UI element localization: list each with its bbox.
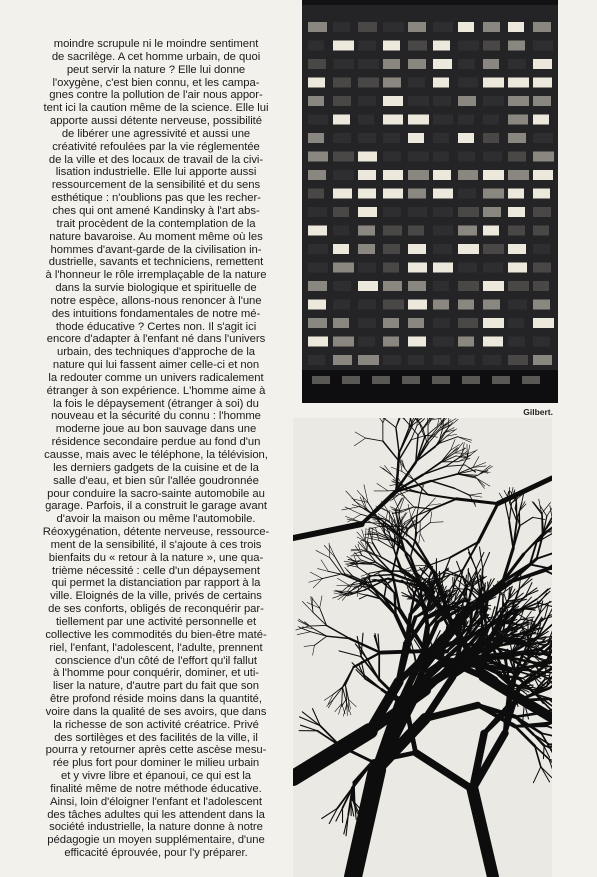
article-line: ment de la sensibilité, il s'ajoute à ces trois — [50, 538, 262, 551]
article-line: dustrielle, savants et techniciens, remettent — [48, 256, 264, 269]
article-line: causse, mais avec le téléphone, la télévision, — [44, 449, 268, 461]
article-line: dans la survie biologique et spirituelle de — [55, 282, 257, 295]
article-line: trait procèdent de la contemplation de la — [56, 217, 256, 230]
article-line: efficacité éprouvée, pour l'y préparer. — [64, 847, 248, 860]
article-line: Ainsi, loin d'éloigner l'enfant et l'adolescent — [50, 795, 262, 808]
article-line: créativité refoulées par la vie réglementée — [52, 140, 260, 153]
article-line: la redouter comme un univers radicalement — [48, 371, 264, 384]
article-line: nature bavaroise. Au moment même où les — [49, 230, 263, 243]
article-line: peut servir la nature ? Elle lui donne — [66, 63, 246, 76]
article-line: liser la nature, d'autre part du fait que son — [53, 680, 259, 693]
article-line: rée plus fort pour dominer le milieu urbain — [52, 757, 260, 770]
article-line: urbain, des techniques d'approche de la — [56, 346, 256, 359]
tree-illustration — [293, 418, 552, 877]
article-line: des sortilèges et des facilités de la ville, il — [54, 731, 258, 744]
article-line: ressourcement de la sensibilité et du sens — [51, 179, 261, 192]
article-line: riel, l'enfant, l'adolescent, l'adulte, prennent — [49, 641, 263, 654]
article-line: voire dans la qualité de ses avoirs, que dans — [45, 705, 267, 718]
article-line: lisation industrielle. Elle lui apporte aussi — [55, 166, 257, 179]
photo-credit: Gilbert. — [523, 407, 553, 417]
article-line: la richesse de son activité créatrice. Privé — [53, 718, 259, 731]
article-line: de la ville et des locaux de travail de la civi- — [48, 153, 264, 166]
article-line: étranger à son expérience. L'homme aime à — [46, 384, 266, 397]
article-line: les derniers gadgets de la cuisine et de la — [53, 461, 259, 474]
article-line: nature qui lui fassent aimer celle-ci et non — [52, 359, 260, 372]
article-line: la fois le dépaysement (étranger à soi) du — [53, 397, 259, 410]
article-line: esthétique : n'oublions pas que les recher- — [51, 192, 261, 205]
article-line: collective les commodités du bien-être maté- — [45, 628, 267, 641]
article-line: société industrielle, la nature donne à notre — [49, 821, 263, 834]
article-line: notre espèce, allons-nous renoncer à l'une — [50, 294, 262, 307]
article-text-column — [18, 38, 294, 860]
article-line: pourra y retourner après cette ascèse mesu- — [45, 744, 267, 757]
article-line: finalité même de notre méthode éducative. — [50, 782, 262, 795]
article-line: à l'honneur le rôle irremplaçable de la nature — [45, 269, 267, 282]
article-line: être profond réside moins dans la quantité, — [50, 693, 262, 706]
article-line: tiellement par une activité personnelle et — [55, 615, 257, 628]
article-line: des intuitions fondamentales de notre mé- — [51, 307, 261, 320]
article-line: l'oxygène, c'est bien connu, et les campa- — [52, 76, 260, 89]
article-line: de ses conforts, obligés de reconquérir par- — [48, 603, 264, 616]
article-line: de libérer une agressivité et aussi une — [61, 127, 251, 140]
article-line: pédagogie un moyen supplémentaire, d'une — [47, 834, 265, 847]
article-line: de sacrilège. A cet homme urbain, de quoi — [51, 50, 261, 63]
article-line: et y vivre libre et épanoui, ce qui est la — [60, 770, 252, 783]
article-line: Réoxygénation, détente nerveuse, ressource- — [42, 526, 270, 539]
article-line: encore d'adapter à l'enfant né dans l'univers — [46, 333, 266, 346]
article-line: thode éducative ? Certes non. Il s'agit ici — [55, 320, 257, 333]
article-line: apporte aussi détente nerveuse, possibilité — [49, 115, 262, 128]
building-night-photo — [302, 0, 558, 403]
article-line: hommes d'avant-garde de la civilisation in- — [50, 243, 262, 256]
article-line: nouveau et la sécurité du connu : l'homme — [51, 410, 261, 423]
article-line: tent ici la caution même de la science. Elle lui — [43, 102, 269, 115]
article-line: bienfaits du « retour à la nature », une qua- — [48, 551, 264, 564]
article-line: pour conduire la sacro-sainte automobile au — [47, 487, 265, 500]
article-line: trième nécessité : celle d'un dépaysement — [52, 564, 260, 577]
article-line: résidence secondaire perdue au fond d'un — [51, 436, 261, 449]
article-line: conscience d'un côté de l'effort qu'il fallut — [55, 654, 257, 667]
article-line: ville. Eloignés de la ville, privés de certains — [50, 590, 262, 603]
article-line: d'avoir la maison ou même l'automobile. — [56, 513, 256, 526]
article-line: salle d'eau, et bien sûr l'allée goudronnée — [53, 474, 259, 487]
article-line: garage. Parfois, il a construit le garage avant — [45, 500, 267, 513]
building-illustration — [302, 0, 558, 403]
article-line: gnes contre la pollution de l'air nous appor- — [49, 89, 263, 102]
article-line: des tâches adultes qui les attendent dans la — [47, 808, 265, 821]
article-line: à l'homme pour conquérir, dominer, et uti- — [52, 667, 259, 680]
article-line: moindre scrupule ni le moindre sentiment — [53, 38, 259, 50]
article-line: ches qui ont amené Kandinsky à l'art abs- — [52, 204, 260, 217]
article-line: moderne joue au bon sauvage dans une — [55, 423, 257, 436]
article-line: qui permet la distanciation par rapport à la — [51, 577, 261, 590]
tree-branches-photo — [293, 418, 552, 877]
